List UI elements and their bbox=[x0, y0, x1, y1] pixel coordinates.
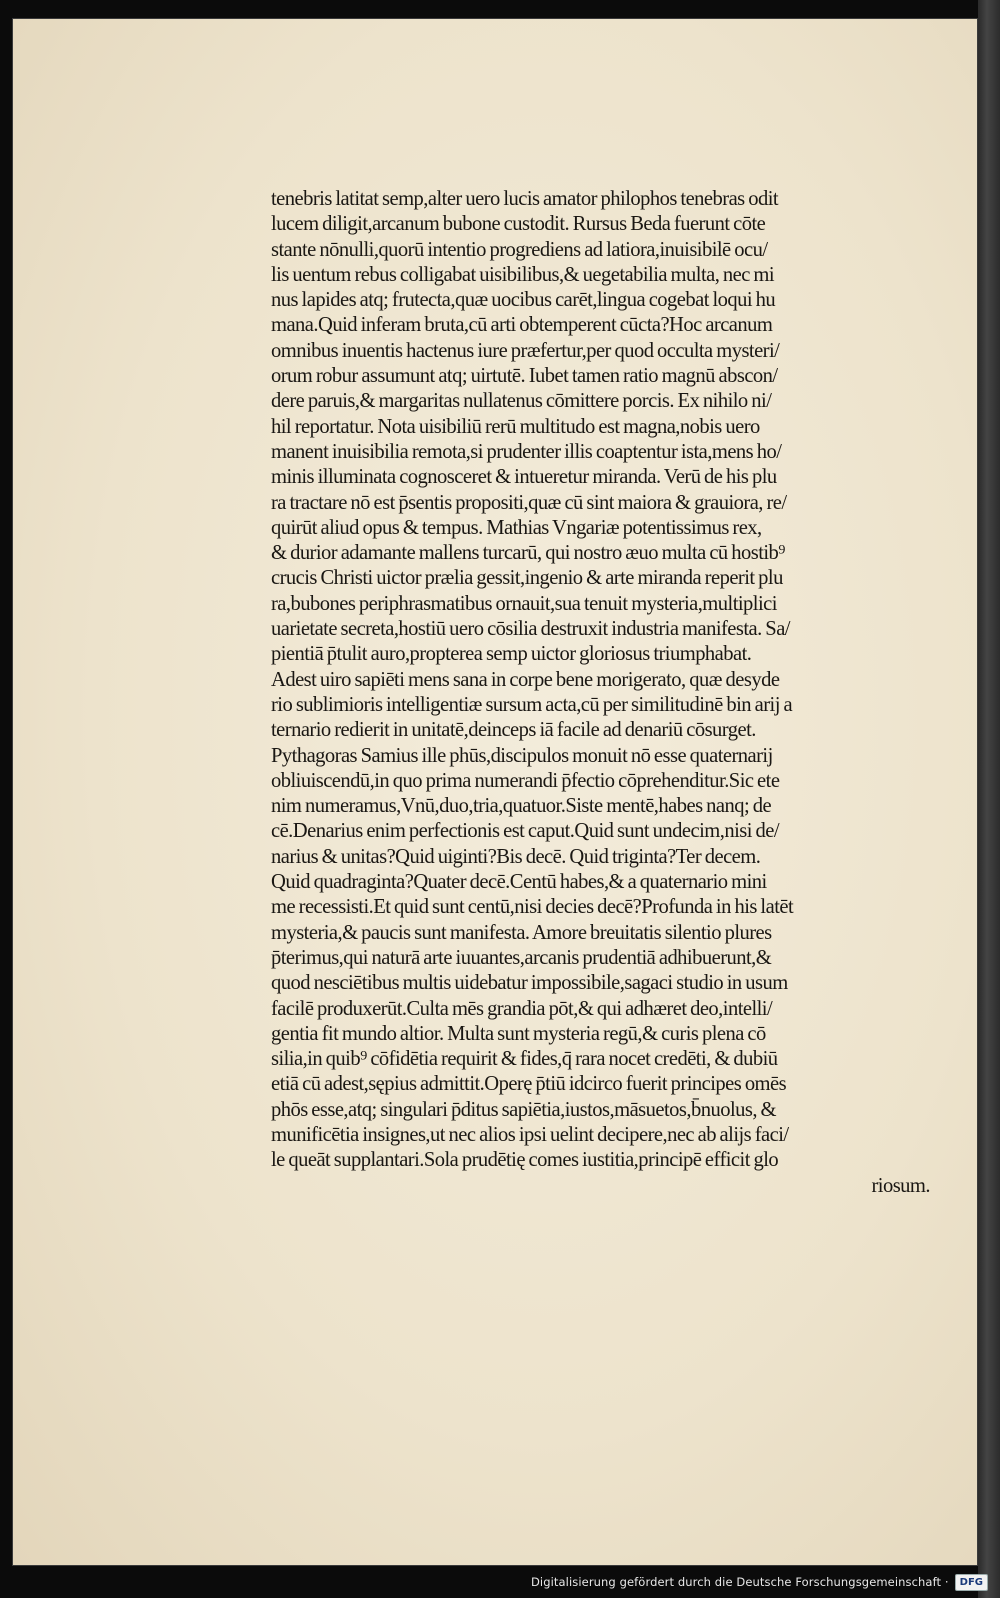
text-line: quod nesciētibus multis uidebatur impossibile,sagaci studio in usum bbox=[271, 972, 788, 995]
text-line: & durior adamante mallens turcarū, qui nostro æuo multa cū hostib⁹ bbox=[271, 542, 785, 565]
text-line: le queāt supplantari.Sola prudētię comes iustitia,principē efficit glo bbox=[271, 1149, 779, 1172]
page-text-block bbox=[271, 187, 936, 1199]
text-line: stante nōnulli,quorū intentio progrediens ad latiora,inuisibilē ocu/ bbox=[271, 238, 768, 261]
text-line: uarietate secreta,hostiū uero cōsilia destruxit industria manifesta. Sa/ bbox=[271, 618, 790, 641]
dfg-logo: DFG bbox=[955, 1574, 988, 1591]
text-line-final: riosum. bbox=[871, 1174, 930, 1197]
text-line: phōs esse,atq; singulari p̄ditus sapiētia,iustos,māsuetos,b̄nuolus, & bbox=[271, 1098, 776, 1121]
text-line: manent inuisibilia remota,si prudenter illis coaptentur ista,mens ho/ bbox=[271, 440, 782, 463]
text-line: dere paruis,& margaritas nullatenus cōmittere porcis. Ex nihilo ni/ bbox=[271, 390, 772, 413]
text-line: nus lapides atq; frutecta,quæ uocibus carēt,lingua cogebat loqui hu bbox=[271, 289, 776, 312]
text-line: Pythagoras Samius ille phūs,discipulos monuit nō esse quaternarij bbox=[271, 744, 773, 767]
text-line: etiā cū adest,sępius admittit.Operę p̄tiū idcirco fuerit principes omēs bbox=[271, 1073, 787, 1096]
text-line: mana.Quid inferam bruta,cū arti obtemperent cūcta?Hoc arcanum bbox=[271, 314, 773, 337]
text-line: tenebris latitat semp,alter uero lucis amator philophos tenebras odit bbox=[271, 188, 779, 210]
text-line: narius & unitas?Quid uiginti?Bis decē. Quid triginta?Ter decem. bbox=[271, 845, 761, 868]
text-line: crucis Christi uictor prælia gessit,ingenio & arte miranda reperit plu bbox=[271, 567, 783, 590]
text-line: gentia fit mundo altior. Multa sunt mysteria regū,& curis plena cō bbox=[271, 1022, 766, 1045]
text-line: silia,in quib⁹ cōfidētia requirit & fides,q̄ rara nocet credēti, & dubiū bbox=[271, 1048, 778, 1071]
text-line: mysteria,& paucis sunt manifesta. Amore breuitatis silentio plures bbox=[271, 921, 772, 944]
text-line: rio sublimioris intelligentiæ sursum acta,cū per similitudinē bin arij a bbox=[271, 693, 793, 716]
book-page bbox=[12, 18, 978, 1566]
text-line: obliuiscendū,in quo prima numerandi p̄fectio cōprehenditur.Sic ete bbox=[271, 769, 780, 792]
text-line: lis uentum rebus colligabat uisibilibus,& uegetabilia multa, nec mi bbox=[271, 263, 775, 286]
text-line: minis illuminata cognosceret & intueretur miranda. Verū de his plu bbox=[271, 466, 777, 489]
text-line: facilē produxerūt.Culta mēs grandia pōt,& qui adhæret deo,intelli/ bbox=[271, 997, 773, 1020]
text-line: ra tractare nō est p̄sentis propositi,quæ cū sint maiora & grauiora, re/ bbox=[271, 491, 787, 514]
text-line: orum robur assumunt atq; uirtutē. Iubet tamen ratio magnū abscon/ bbox=[271, 365, 778, 388]
text-line: lucem diligit,arcanum bubone custodit. Rursus Beda fuerunt cōte bbox=[271, 213, 766, 236]
text-line: p̄terimus,qui naturā arte iuuantes,arcanis prudentiā adhibuerunt,& bbox=[271, 946, 772, 969]
text-line: ra,bubones periphrasmatibus ornauit,sua tenuit mysteria,multiplici bbox=[271, 592, 777, 615]
text-line: hil reportatur. Nota uisibiliū rerū multitudo est magna,nobis uero bbox=[271, 415, 760, 438]
funding-credit: Digitalisierung gefördert durch die Deutsche Forschungsgemeinschaft · bbox=[530, 1575, 949, 1589]
footer-bar bbox=[0, 1566, 1000, 1598]
text-line: pientiā p̄tulit auro,propterea semp uictor gloriosus triumphabat. bbox=[271, 643, 752, 666]
text-line: Adest uiro sapiēti mens sana in corpe bene morigerato, quæ desyde bbox=[271, 668, 780, 691]
text-line: quirūt aliud opus & tempus. Mathias Vngariæ potentissimus rex, bbox=[271, 516, 762, 539]
text-line: cē.Denarius enim perfectionis est caput.Quid sunt undecim,nisi de/ bbox=[271, 820, 780, 843]
text-line: munificētia insignes,ut nec alios ipsi uelint decipere,nec ab alijs faci/ bbox=[271, 1123, 789, 1146]
book-page-edge bbox=[978, 0, 1000, 1598]
text-line: ternario redierit in unitatē,deinceps iā facile ad denariū cōsurget. bbox=[271, 719, 756, 742]
text-line: Quid quadraginta?Quater decē.Centū habes,& a quaternario mini bbox=[271, 871, 767, 894]
text-line: omnibus inuentis hactenus iure præfertur,per quod occulta mysteri/ bbox=[271, 339, 780, 362]
text-line: nim numeramus,Vnū,duo,tria,quatuor.Siste mentē,habes nanq; de bbox=[271, 795, 772, 818]
text-line: me recessisti.Et quid sunt centū,nisi decies decē?Profunda in his latēt bbox=[271, 896, 794, 919]
